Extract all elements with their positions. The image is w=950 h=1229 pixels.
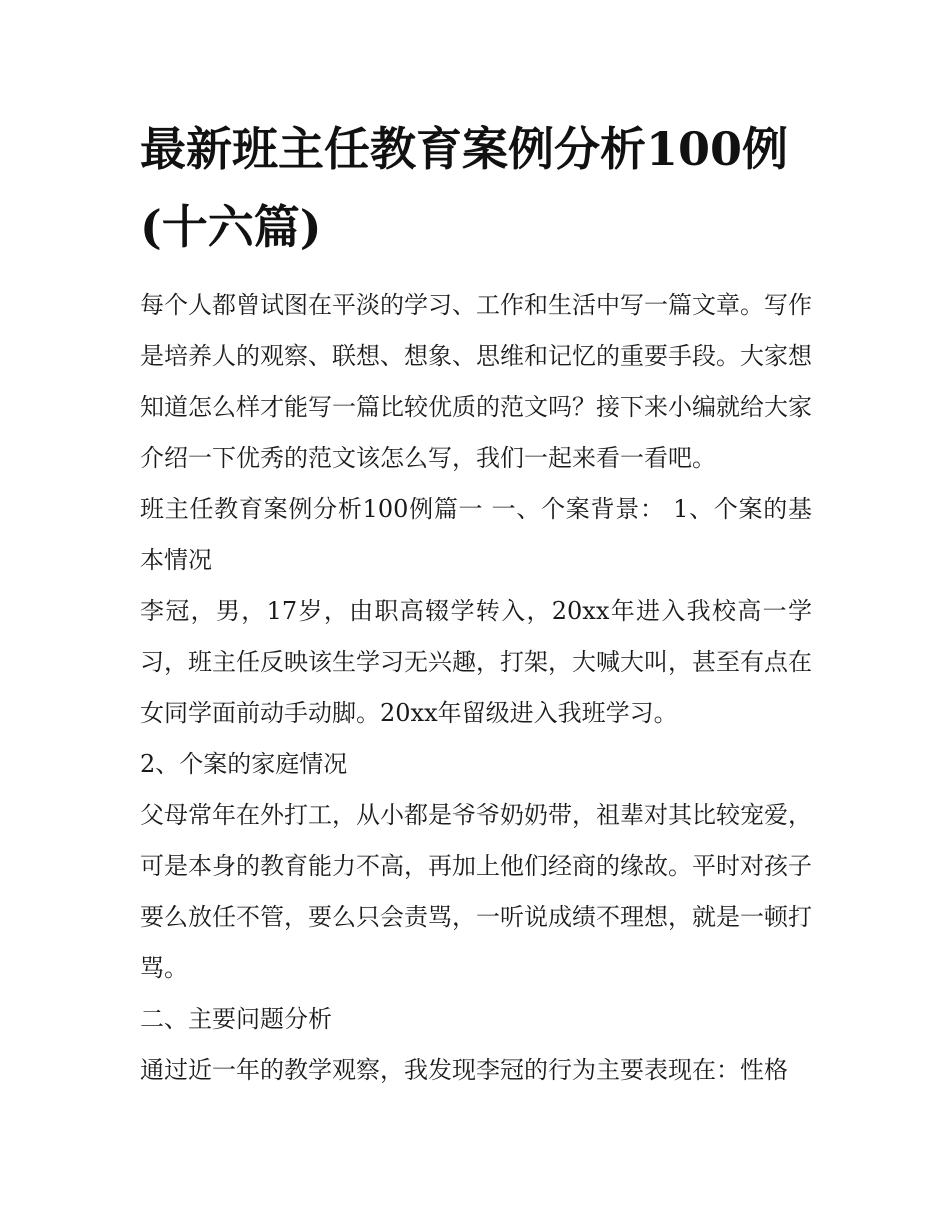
paragraph-problem-analysis: 通过近一年的教学观察，我发现李冠的行为主要表现在：性格 <box>140 1056 788 1084</box>
paragraph-intro: 每个人都曾试图在平淡的学习、工作和生活中写一篇文章。写作是培养人的观察、联想、想象、思维和记忆的重要手段。大家想知道怎么样才能写一篇比较优质的范文吗？接下来小编就给大家介绍一下优秀的范文该怎么写，我们一起来看一看吧。 <box>140 291 812 472</box>
paragraph-student-info: 李冠，男，17岁，由职高辍学转入，20xx年进入我校高一学习，班主任反映该生学习无兴趣，打架，大喊大叫，甚至有点在女同学面前动手动脚。20xx年留级进入我班学习。 <box>140 597 812 727</box>
paragraph-problem-heading: 二、主要问题分析 <box>140 1005 332 1033</box>
document-title: 最新班主任教育案例分析100例(十六篇) <box>140 122 789 254</box>
paragraph-family-heading: 2、个案的家庭情况 <box>140 750 348 778</box>
paragraph-family-info: 父母常年在外打工，从小都是爷爷奶奶带，祖辈对其比较宠爱，可是本身的教育能力不高，再加上他们经商的缘故。平时对孩子要么放任不管，要么只会责骂，一听说成绩不理想，就是一顿打骂。 <box>140 801 812 982</box>
paragraph-case-background: 班主任教育案例分析100例篇一 一、个案背景： 1、个案的基本情况 <box>140 495 812 574</box>
document-body <box>140 110 812 1096</box>
